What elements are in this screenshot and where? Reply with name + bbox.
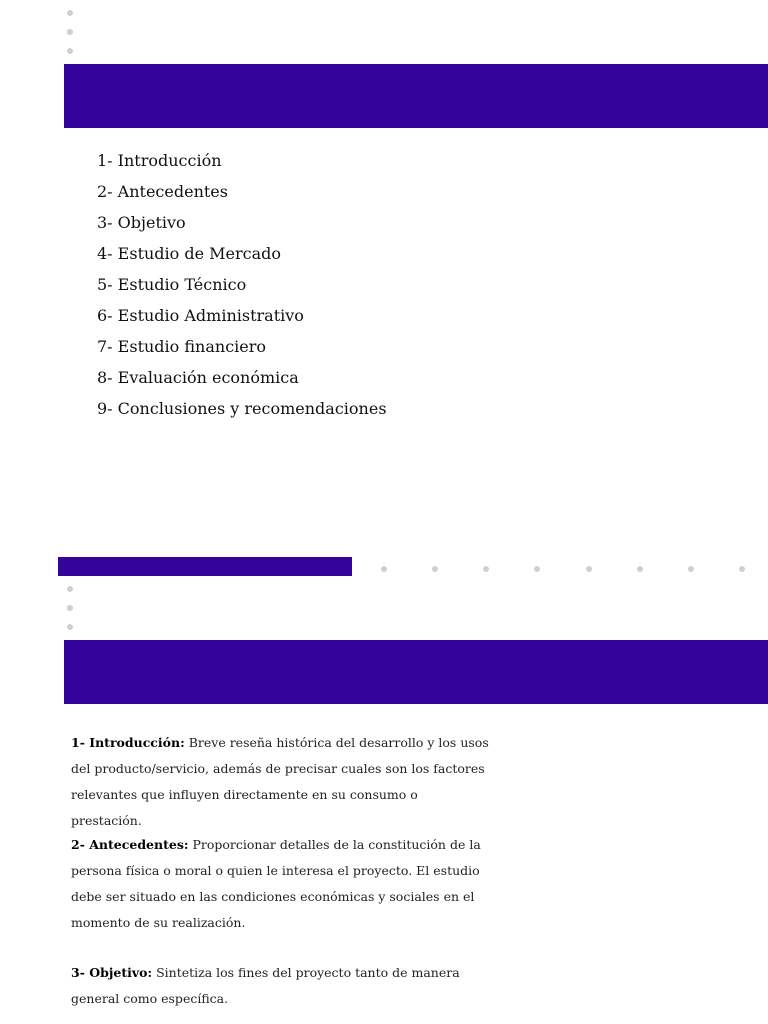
decorative-dot xyxy=(67,586,73,592)
section-antecedentes xyxy=(71,832,491,936)
footer-dot xyxy=(432,566,438,572)
decorative-dot xyxy=(67,624,73,630)
toc-item: 1- Introducción xyxy=(97,151,222,170)
section-objetivo xyxy=(71,960,491,1012)
decorative-dot xyxy=(67,605,73,611)
toc-item: 3- Objetivo xyxy=(97,213,186,232)
section-text: Sintetiza los fines del proyecto tanto de manera general como específica. xyxy=(71,965,460,1006)
section-heading: 2- Antecedentes: xyxy=(71,837,189,852)
section-heading: 3- Objetivo: xyxy=(71,965,153,980)
toc-item: 9- Conclusiones y recomendaciones xyxy=(97,399,387,418)
toc-item: 7- Estudio financiero xyxy=(97,337,267,356)
section-heading: 1- Introducción: xyxy=(71,735,185,750)
footer-dot xyxy=(637,566,643,572)
decorative-dot xyxy=(67,48,73,54)
toc-item: 8- Evaluación económica xyxy=(97,368,299,387)
section-text: Proporcionar detalles de la constitución de la persona física o moral o quien le interesa el proyecto. El estudio debe ser situado en las condiciones económicas y sociales en el momento de su realización. xyxy=(71,837,481,930)
footer-dot xyxy=(739,566,745,572)
header-band xyxy=(64,64,768,128)
decorative-dot xyxy=(67,10,73,16)
footer-dot xyxy=(688,566,694,572)
decorative-dot xyxy=(67,29,73,35)
footer-band xyxy=(58,557,352,576)
table-of-contents xyxy=(97,150,387,429)
footer-dot xyxy=(381,566,387,572)
toc-item: 2- Antecedentes xyxy=(97,182,228,201)
toc-item: 6- Estudio Administrativo xyxy=(97,306,304,325)
footer-dot xyxy=(586,566,592,572)
footer-dot xyxy=(483,566,489,572)
section-text: Breve reseña histórica del desarrollo y los usos del producto/servicio, además de precisar cuales son los factores relevantes que influyen directamente en su consumo o prestación. xyxy=(71,735,489,828)
toc-item: 4- Estudio de Mercado xyxy=(97,244,282,263)
toc-item: 5- Estudio Técnico xyxy=(97,275,247,294)
header-band xyxy=(64,640,768,704)
footer-dot xyxy=(534,566,540,572)
section-introduccion xyxy=(71,730,491,834)
